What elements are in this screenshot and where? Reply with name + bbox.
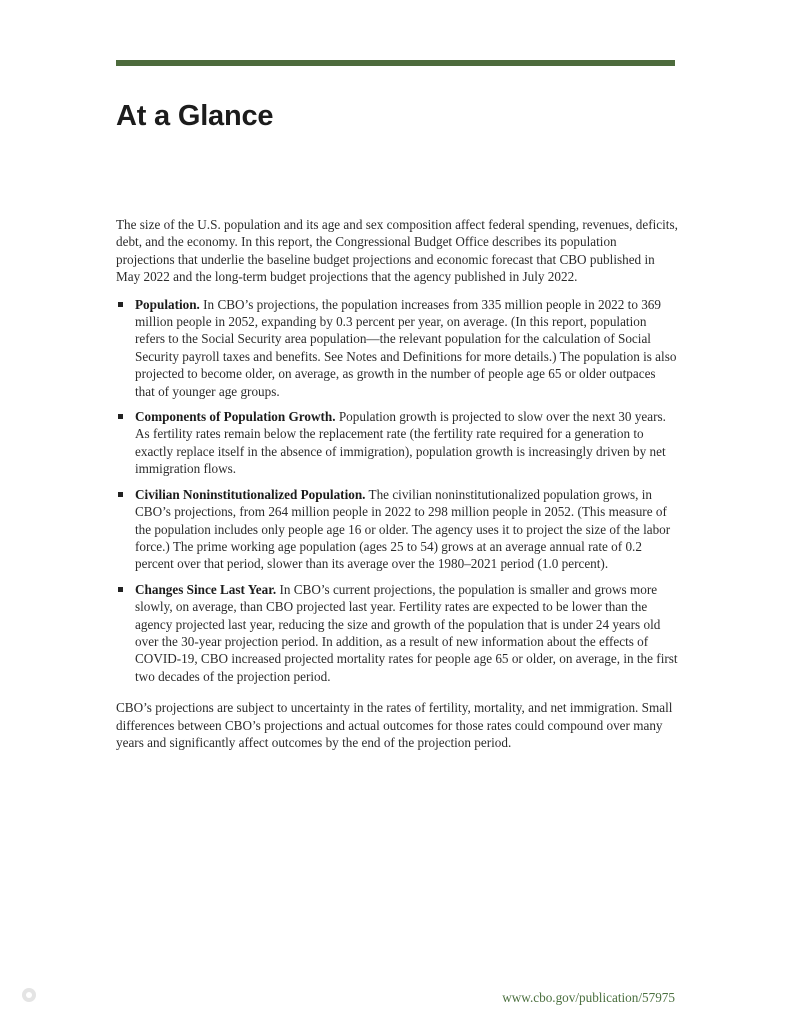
bullet-population — [116, 296, 678, 400]
square-bullet-icon — [118, 302, 123, 307]
bullet-components-of-growth — [116, 408, 678, 478]
square-bullet-icon — [118, 587, 123, 592]
bullet-changes-since-last-year — [116, 581, 678, 685]
bullet-text: Population growth is projected to slow over the next 30 years. As fertility rates remain below the replacement rate (the fertility rate required for a generation to exactly replace itself in the absence of immigration), population growth is increasingly driven by net immigration flows. — [135, 409, 666, 477]
bullet-text: In CBO’s projections, the population increases from 335 million people in 2022 to 369 million people in 2052, expanding by 0.3 percent per year, on average. (In this report, population refers to the Social Security area population—the relevant population for the calculation of Social Security payroll taxes and benefits. See Notes and Definitions for more details.) The population is also projected to become older, on average, as growth in the number of people age 65 or older outpaces that of younger age groups. — [135, 296, 677, 399]
bullet-term: Components of Population Growth. — [135, 409, 336, 425]
key-points-list — [116, 296, 678, 686]
bullet-text: The civilian noninstitutionalized population grows, in CBO’s projections, from 264 million people in 2022 to 298 million people in 2052. (This measure of the population includes only people age 16 or older. The agency uses it to project the size of the labor force.) The prime working age population (ages 25 to 54) grows at an average annual rate of 0.2 percent over that period, slower than its average over the 1980–2021 period (1.0 percent). — [135, 486, 671, 572]
header-rule — [116, 60, 675, 66]
page-title: At a Glance — [116, 100, 274, 132]
body-content — [116, 216, 678, 751]
square-bullet-icon — [118, 414, 123, 419]
bullet-text: In CBO’s current projections, the population is smaller and grows more slowly, on average, than CBO projected last year. Fertility rates are expected to be lower than the agency projected last year, reducing the size and growth of the population that is under 24 years old over the 30-year projection period. In addition, as a result of new information about the effects of COVID-19, CBO increased projected mortality rates for people age 65 or older, on average, in the first two decades of the projection period. — [135, 581, 678, 684]
page-corner-icon — [22, 988, 36, 1002]
footer-publication-link[interactable]: www.cbo.gov/publication/57975 — [502, 990, 675, 1005]
bullet-term: Civilian Noninstitutionalized Population. — [135, 486, 366, 502]
intro-paragraph: The size of the U.S. population and its age and sex composition affect federal spending, revenues, deficits, debt, and the economy. In this report, the Congressional Budget Office describes its population projections that underlie the baseline budget projections and economic forecast that CBO published in May 2022 and the long-term budget projections that the agency published in July 2022. — [116, 217, 678, 285]
square-bullet-icon — [118, 492, 123, 497]
closing-paragraph: CBO’s projections are subject to uncertainty in the rates of fertility, mortality, and net immigration. Small differences between CBO’s projections and actual outcomes for those rates could compound over many years and significantly affect outcomes by the end of the projection period. — [116, 700, 673, 750]
bullet-civilian-noninstitutionalized — [116, 486, 678, 573]
bullet-term: Changes Since Last Year. — [135, 581, 277, 597]
bullet-term: Population. — [135, 296, 200, 312]
